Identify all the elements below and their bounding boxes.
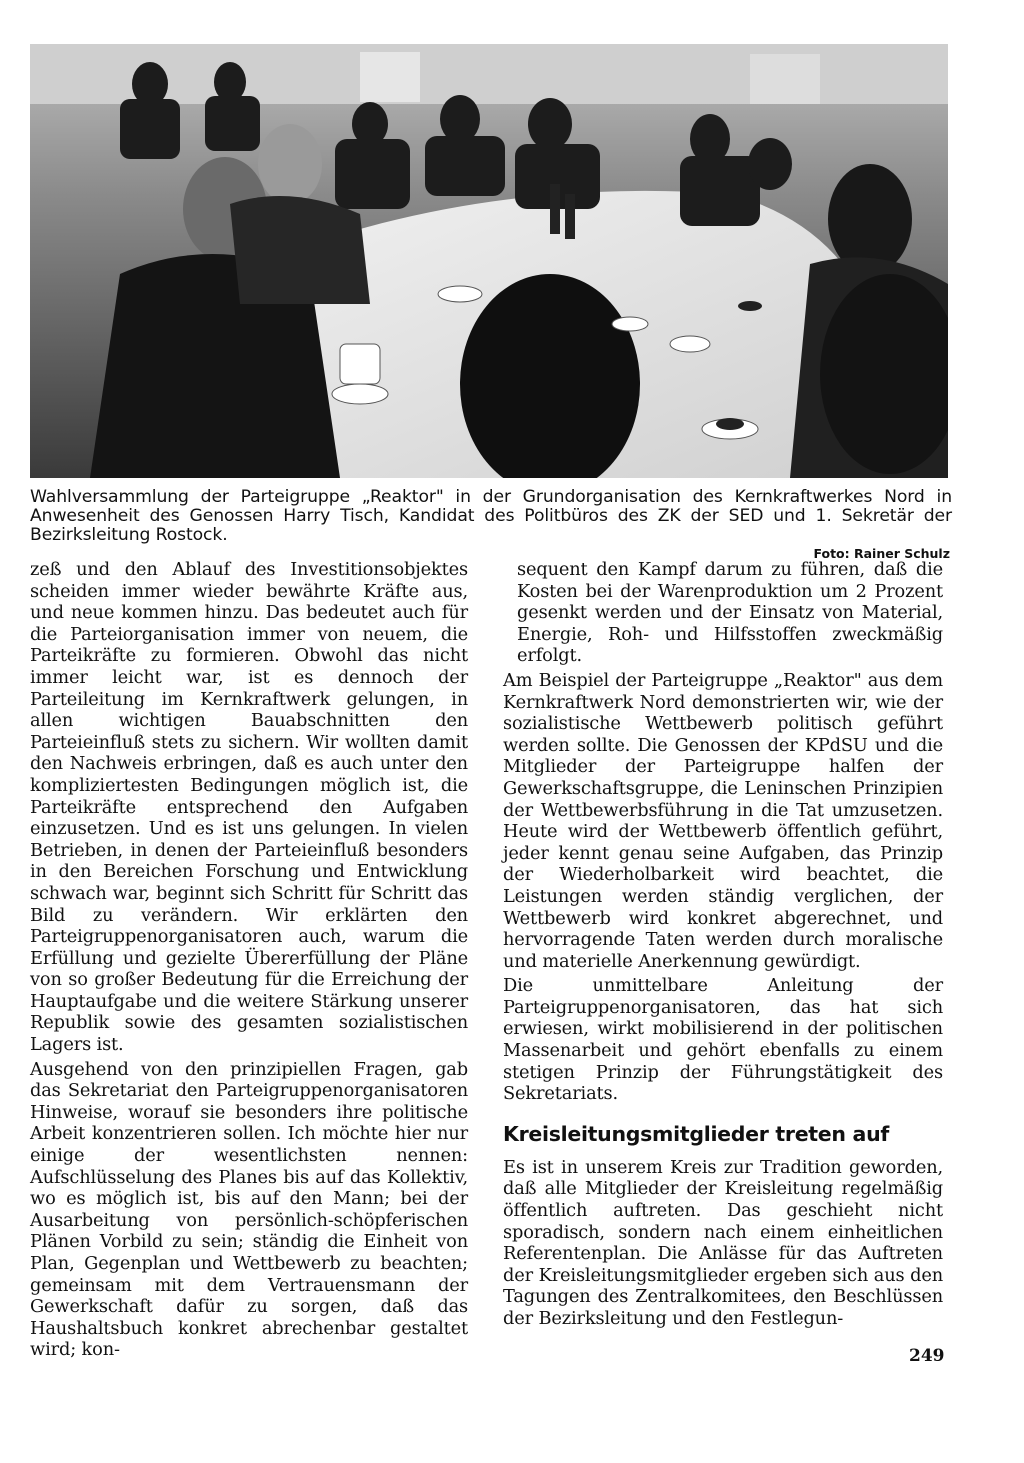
photo-credit: Foto: Rainer Schulz [813,546,950,561]
photo-meeting-table-icon [30,44,948,478]
meeting-photo [30,44,948,478]
paragraph: zeß und den Ablauf des Investitionsobjektes scheiden immer wieder bewährte Kräfte aus, und neue kommen hinzu. Das bedeutet auch für die Parteiorganisation immer von neuem, die Parteikräfte zu formieren. Obwohl das nicht immer leicht war, ist es dennoch der Parteileitung im Kernkraftwerk gelungen, in allen wichtigen Bauabschnitten den Parteieinfluß stets zu sichern. Wir wollten damit den Nachweis erbringen, daß es auch unter den kompliziertesten Bedingungen möglich ist, die Parteikräfte entsprechend den Aufgaben einzusetzen. Und es ist uns gelungen. In vielen Betrieben, in denen der Parteieinfluß besonders in den Bereichen Forschung und Entwicklung schwach war, beginnt sich Schritt für Schritt das Bild zu verändern. Wir erklärten den Parteigruppenorganisatoren auch, warum die Erfüllung und gezielte Übererfüllung der Pläne von so großer Bedeutung für die Erreichung der Hauptaufgabe und die weitere Stärkung unserer Republik sowie des gesamten sozialistischen Lagers ist. [30,559,468,1056]
section-heading: Kreisleitungsmitglieder treten auf [503,1121,889,1146]
paragraph: Ausgehend von den prinzipiellen Fragen, gab das Sekretariat den Parteigruppenorganisatoren Hinweise, worauf sie besonders ihre politische Arbeit konzentrieren sollen. Ich möchte hier nur einige der wesentlichsten nennen: Aufschlüsselung des Planes bis auf das Kollektiv, wo es möglich ist, bis auf den Mann; bei der Ausarbeitung von persönlich-schöpferischen Plänen Vorbild zu sein; ständig die Einheit von Plan, Gegenplan und Wettbewerb zu beachten; gemeinsam mit dem Vertrauensmann der Gewerkschaft dafür zu sorgen, daß das Haushaltsbuch konkret abrechenbar gestaltet wird; kon- [30,1058,468,1361]
photo-caption: Wahlversammlung der Parteigruppe „Reaktor" in der Grundorganisation des Kernkraftwerkes Nord in Anwesenheit des Genossen Harry Tisch, Kandidat des Politbüros des ZK der SED und 1. Sekretär der Bezirksleitung Rostock. [30,487,952,545]
right-column [503,559,943,1330]
paragraph: Am Beispiel der Parteigruppe „Reaktor" aus dem Kernkraftwerk Nord demonstrierten wir, wie der sozialistische Wettbewerb politisch geführt werden sollte. Die Genossen der KPdSU und die Mitglieder der Parteigruppe halfen der Gewerkschaftsgruppe, die Leninschen Prinzipien der Wettbewerbsführung in die Tat umzusetzen. Heute wird der Wettbewerb öffentlich geführt, jeder kennt genau seine Aufgaben, das Prinzip der Wiederholbarkeit wird beachtet, die Leistungen werden ständig verglichen, der Wettbewerb wird konkret abgerechnet, und hervorragende Taten werden durch moralische und materielle Anerkennung gewürdigt. [503,669,943,972]
paragraph: Die unmittelbare Anleitung der Parteigruppenorganisatoren, das hat sich erwiesen, wirkt mobilisierend in der politischen Massenarbeit und gehört ebenfalls zu einem stetigen Prinzip der Führungstätigkeit des Sekretariats. [503,975,943,1105]
page-number: 249 [909,1346,945,1366]
paragraph: sequent den Kampf darum zu führen, daß die Kosten bei der Warenproduktion um 2 Prozent gesenkt werden und der Einsatz von Material, Energie, Roh- und Hilfsstoffen zweckmäßig erfolgt. [517,559,943,667]
paragraph: Es ist in unserem Kreis zur Tradition geworden, daß alle Mitglieder der Kreisleitung regelmäßig öffentlich auftreten. Das geschieht nicht sporadisch, sondern nach einem einheitlichen Referentenplan. Die Anlässe für das Auftreten der Kreisleitungsmitglieder ergeben sich aus den Tagungen des Zentralkomitees, den Beschlüssen der Bezirksleitung und den Festlegun- [503,1156,943,1329]
left-column [30,559,468,1361]
